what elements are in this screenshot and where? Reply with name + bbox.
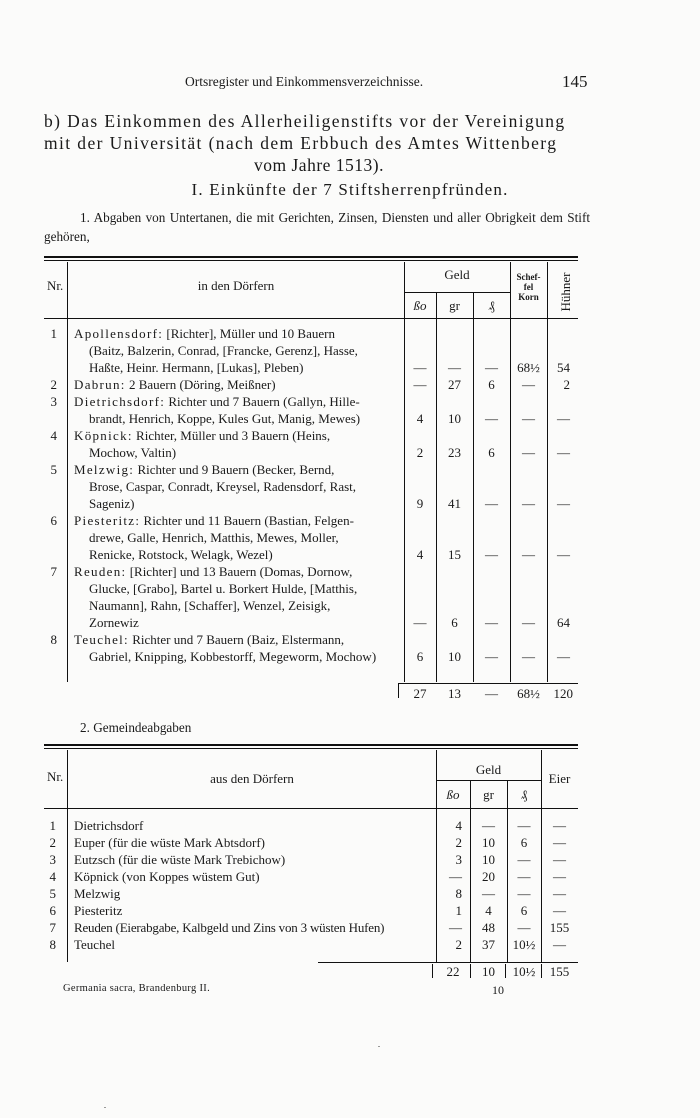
page-number: 145 [562, 72, 588, 91]
total-korn: 68½ [517, 686, 540, 701]
header-nr: Nr. [47, 278, 64, 293]
title-line-1: b) Das Einkommen des Allerheiligenstifts vor der Vereinigung [44, 111, 566, 131]
header-huehner: Hühner [558, 272, 573, 312]
row-place: Apollensdorf: [Richter], Müller und 10 Bauern [74, 326, 335, 341]
total-schock: 27 [413, 686, 427, 701]
title-line-2: mit der Universität (nach dem Erbbuch des Amtes Wittenberg [44, 133, 558, 153]
footer-series: Germania sacra, Brandenburg II. [63, 983, 211, 994]
total2-groschen: 10 [482, 964, 495, 979]
page-title [44, 110, 594, 176]
total2-eier: 155 [549, 964, 570, 979]
total2-pfennig: 10½ [512, 964, 536, 979]
header-eier: Eier [548, 771, 571, 786]
footer-signature: 10 [492, 983, 504, 997]
header-groschen: gr [449, 298, 460, 313]
header-place: in den Dörfern [197, 278, 275, 293]
header-schock: ßo [413, 298, 427, 313]
header-place-2: aus den Dörfern [210, 771, 294, 786]
row-nr: 1 [50, 326, 57, 341]
running-title: Ortsregister und Einkommensverzeichnisse. [185, 74, 424, 89]
header-geld: Geld [444, 267, 470, 282]
total-groschen: 13 [448, 686, 461, 701]
total2-schock: 22 [446, 964, 460, 979]
title-line-3: vom Jahre 1513). [254, 155, 384, 175]
header-scheffel: Schef- fel Korn [516, 272, 541, 302]
header-nr-2: Nr. [47, 769, 64, 784]
header-geld-2: Geld [475, 762, 502, 777]
section-2-heading: 2. Gemeindeabgaben [80, 720, 192, 735]
header-pfennig: ₰ [488, 298, 495, 313]
section-heading: I. Einkünfte der 7 Stiftsherrenpfründen. [191, 180, 509, 199]
total-huehner: 120 [553, 686, 573, 701]
total-pfennig: — [485, 686, 498, 701]
section-intro: 1. Abgaben von Untertanen, die mit Gerichten, Zinsen, Diensten und aller Obrigkeit dem Stift gehören, [44, 210, 590, 244]
